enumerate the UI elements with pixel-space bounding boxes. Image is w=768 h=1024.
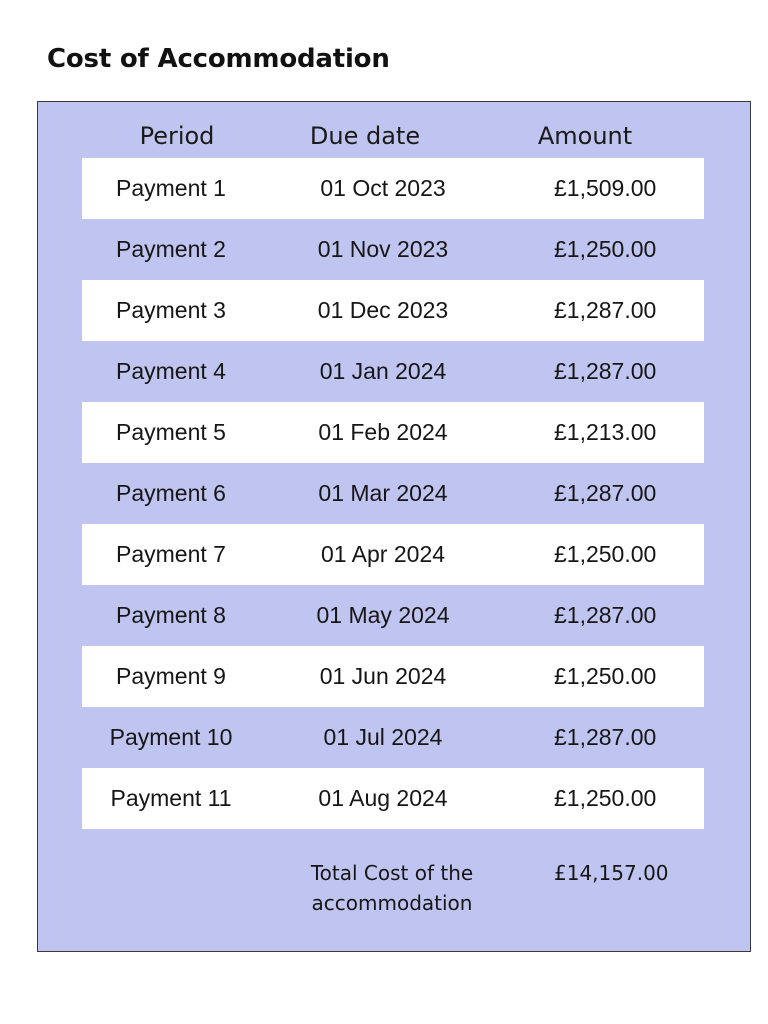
table-row <box>82 280 704 341</box>
cell-due-date: 01 Apr 2024 <box>320 541 446 567</box>
table-header <box>82 116 704 158</box>
table-row <box>82 341 704 402</box>
accommodation-cost-table <box>37 101 751 952</box>
table-row <box>82 768 704 829</box>
table-row <box>82 524 704 585</box>
cell-period: Payment 10 <box>109 724 233 750</box>
cell-period: Payment 11 <box>110 785 232 811</box>
column-header-period: Period <box>139 122 215 150</box>
cell-amount: £1,287.00 <box>554 602 657 628</box>
cell-amount: £1,287.00 <box>554 724 657 750</box>
cell-due-date: 01 Feb 2024 <box>318 419 448 445</box>
cell-due-date: 01 Jan 2024 <box>319 358 447 384</box>
cell-due-date: 01 Nov 2023 <box>317 236 449 262</box>
cell-period: Payment 8 <box>116 602 226 628</box>
total-label-line-1: Total Cost of the <box>310 861 474 885</box>
cell-amount: £1,213.00 <box>554 419 657 445</box>
cell-due-date: 01 Aug 2024 <box>318 785 448 811</box>
cell-period: Payment 9 <box>116 663 226 689</box>
cell-due-date: 01 Oct 2023 <box>320 175 446 201</box>
table-row <box>82 646 704 707</box>
column-header-amount: Amount <box>537 122 633 150</box>
cell-period: Payment 7 <box>116 541 226 567</box>
cell-due-date: 01 Dec 2023 <box>317 297 449 323</box>
column-header-due-date: Due date <box>309 122 421 150</box>
cell-amount: £1,250.00 <box>554 663 657 689</box>
cell-period: Payment 4 <box>116 358 226 384</box>
cell-amount: £1,250.00 <box>554 785 657 811</box>
cell-amount: £1,250.00 <box>554 236 657 262</box>
cell-period: Payment 2 <box>116 236 226 262</box>
page-title: Cost of Accommodation <box>47 44 390 74</box>
cell-due-date: 01 Jun 2024 <box>319 663 447 689</box>
table-row <box>82 219 704 280</box>
table-row <box>82 463 704 524</box>
cell-due-date: 01 May 2024 <box>316 602 450 628</box>
cell-amount: £1,287.00 <box>554 297 657 323</box>
cell-due-date: 01 Mar 2024 <box>318 480 448 506</box>
cell-amount: £1,509.00 <box>554 175 657 201</box>
total-amount: £14,157.00 <box>554 861 669 885</box>
table-row <box>82 585 704 646</box>
cell-period: Payment 3 <box>116 297 226 323</box>
table-row <box>82 707 704 768</box>
total-label <box>292 858 492 918</box>
cell-period: Payment 5 <box>116 419 226 445</box>
table-row <box>82 402 704 463</box>
table-row <box>82 158 704 219</box>
cell-amount: £1,287.00 <box>554 358 657 384</box>
total-label-line-2: accommodation <box>311 891 473 915</box>
cell-period: Payment 6 <box>116 480 226 506</box>
cell-period: Payment 1 <box>116 175 226 201</box>
table-body <box>82 158 704 829</box>
total-row <box>82 858 704 928</box>
cell-due-date: 01 Jul 2024 <box>323 724 443 750</box>
cell-amount: £1,250.00 <box>554 541 657 567</box>
cell-amount: £1,287.00 <box>554 480 657 506</box>
